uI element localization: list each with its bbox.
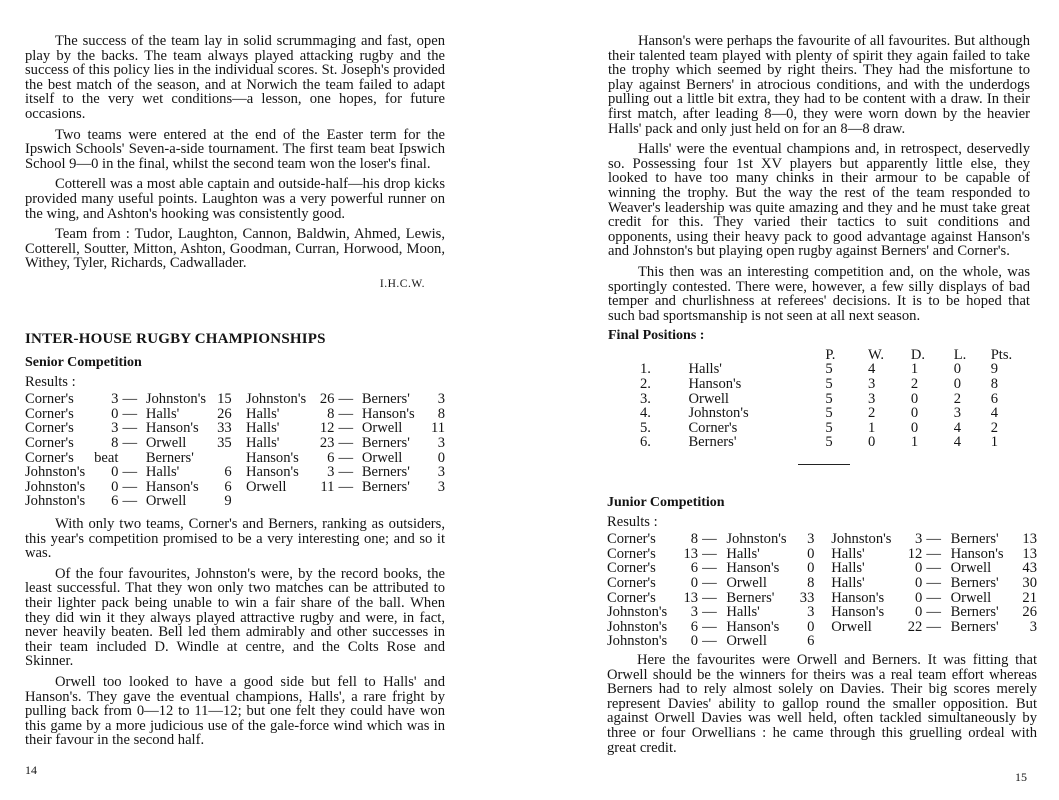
results-label: Results : bbox=[607, 513, 658, 530]
result-home: Johnston's bbox=[25, 464, 86, 481]
result-home: Halls' bbox=[831, 574, 865, 591]
result-as: 30 bbox=[1022, 574, 1037, 591]
result-as: 3 bbox=[807, 531, 815, 548]
results-label: Results : bbox=[25, 373, 76, 390]
result-dash: — bbox=[702, 589, 717, 606]
result-dash: — bbox=[122, 391, 138, 408]
junior-competition-heading: Junior Competition bbox=[607, 495, 725, 510]
result-away: Halls' bbox=[145, 405, 180, 422]
result-dash: — bbox=[926, 618, 941, 635]
result-as: 3 bbox=[1029, 618, 1037, 635]
result-hs: 0 bbox=[111, 464, 119, 481]
result-hs: 8 bbox=[111, 435, 119, 452]
result-hs: 0 bbox=[690, 574, 699, 591]
result-hs bbox=[315, 494, 334, 509]
result-row bbox=[607, 561, 1037, 576]
result-away: Orwell bbox=[145, 435, 187, 452]
result-away: Berners' bbox=[950, 604, 999, 621]
result-row bbox=[607, 591, 1037, 606]
standings-row bbox=[640, 435, 1030, 450]
result-hs: 0 bbox=[690, 633, 699, 650]
result-dash: — bbox=[702, 560, 717, 577]
result-as bbox=[1017, 634, 1037, 649]
senior-results-table bbox=[25, 392, 445, 509]
standings-cell: 5 bbox=[825, 405, 833, 422]
paragraph: Two teams were entered at the end of the Easter term for the Ipswich Schools' Seven-a-side tournament. The first team beat Ipswich School 9—0 in the final, whilst the second team won the loser's final. bbox=[25, 126, 445, 172]
result-hs: 3 bbox=[111, 420, 119, 437]
standings-cell: Corner's bbox=[688, 419, 738, 436]
result-as: 9 bbox=[224, 493, 232, 510]
standings-cell: 4 bbox=[867, 361, 876, 378]
result-dash: — bbox=[926, 560, 941, 577]
paragraph: Here the favourites were Orwell and Berners. It was fitting that Orwell should be the winners for theirs was a real team effort whereas Berners had to rely almost solely on Davies. Their big scores merely represent Davies' ability to gallop round the smaller opposition. But against Orwell Davies was well held, often tackled simultaneously by three or four Orwellians : he came through this gruelling ordeal with great credit. bbox=[607, 651, 1037, 756]
result-as: 8 bbox=[807, 574, 815, 591]
result-dash bbox=[118, 451, 145, 466]
result-dash: — bbox=[702, 545, 717, 562]
result-as: 6 bbox=[224, 478, 232, 495]
column-header: Pts. bbox=[990, 346, 1013, 363]
standings-cell: Halls' bbox=[688, 361, 722, 378]
result-row bbox=[607, 547, 1037, 562]
result-home: Johnston's bbox=[831, 531, 892, 548]
standings-cell: 4 bbox=[990, 405, 998, 422]
standings-cell: 5. bbox=[640, 419, 651, 436]
result-hs: 3 bbox=[327, 464, 335, 481]
result-row bbox=[25, 451, 445, 466]
result-as: 6 bbox=[224, 464, 232, 481]
result-as: 8 bbox=[437, 405, 445, 422]
result-hs: 3 bbox=[915, 531, 923, 548]
result-as: 3 bbox=[437, 435, 445, 452]
result-away: Hanson's bbox=[726, 618, 780, 635]
result-dash: — bbox=[338, 405, 354, 422]
result-home: Hanson's bbox=[245, 449, 299, 466]
result-hs: beat bbox=[94, 449, 119, 466]
standings-cell: 0 bbox=[867, 434, 876, 451]
result-home: Corner's bbox=[607, 531, 656, 548]
paragraph: Team from : Tudor, Laughton, Cannon, Baldwin, Ahmed, Lewis, Cotterell, Soutter, Mitton, Ashton, Goodman, Curran, Horwood, Moon, Withey, Tyler, Richards, Cadwallader. bbox=[25, 226, 445, 272]
result-as: 15 bbox=[217, 391, 232, 408]
result-hs: 0 bbox=[915, 574, 923, 591]
result-home: Corner's bbox=[25, 449, 74, 466]
standings-cell: 9 bbox=[990, 361, 998, 378]
result-hs: 23 bbox=[319, 435, 335, 452]
result-dash: — bbox=[702, 618, 717, 635]
result-home: Halls' bbox=[245, 420, 280, 437]
result-dash bbox=[334, 494, 361, 509]
result-away: Hanson's bbox=[145, 420, 199, 437]
result-as bbox=[212, 451, 231, 466]
result-away: Orwell bbox=[726, 574, 767, 591]
result-dash: — bbox=[122, 405, 138, 422]
standings-cell: 2 bbox=[910, 376, 919, 393]
standings-cell: Orwell bbox=[688, 390, 729, 407]
result-as: 3 bbox=[437, 464, 445, 481]
result-away: Halls' bbox=[145, 464, 180, 481]
result-home: Corner's bbox=[25, 391, 74, 408]
result-as: 33 bbox=[799, 589, 815, 606]
standings-cell: 2 bbox=[990, 419, 998, 436]
result-away: Orwell bbox=[950, 589, 992, 606]
standings-cell: 3 bbox=[867, 390, 876, 407]
result-dash: — bbox=[338, 420, 354, 437]
result-away: Johnston's bbox=[726, 531, 787, 548]
standings-cell: 0 bbox=[953, 361, 961, 378]
result-hs: 0 bbox=[111, 405, 119, 422]
standings-cell: 5 bbox=[825, 434, 833, 451]
final-positions-table bbox=[640, 348, 1030, 450]
result-row bbox=[25, 494, 445, 509]
result-hs: 8 bbox=[327, 405, 335, 422]
standings-cell: 0 bbox=[910, 390, 919, 407]
result-home: Johnston's bbox=[25, 478, 86, 495]
result-as: 0 bbox=[807, 618, 815, 635]
result-away: Berners' bbox=[361, 478, 410, 495]
result-row bbox=[607, 634, 1037, 649]
paragraph: The success of the team lay in solid scrummaging and fast, open play by the backs. The team always played attacking rugby and the success of this policy lies in the individual scores. St. Joseph's provided the best match of the season, and at Norwich the team failed to adapt itself to the very wet conditions—a lesson, one hopes, for future occasions. bbox=[25, 33, 445, 122]
result-home: Corner's bbox=[607, 574, 656, 591]
column-header: W. bbox=[867, 346, 885, 363]
standings-cell: 5 bbox=[825, 376, 833, 393]
standings-cell: 3 bbox=[953, 405, 961, 422]
result-row bbox=[25, 465, 445, 480]
result-dash: — bbox=[926, 589, 941, 606]
result-as: 13 bbox=[1022, 531, 1037, 548]
column-header: D. bbox=[910, 346, 926, 363]
result-away: Berners' bbox=[361, 391, 410, 408]
column-header bbox=[640, 348, 688, 363]
result-hs: 3 bbox=[111, 391, 119, 408]
result-as: 0 bbox=[807, 545, 815, 562]
result-as: 3 bbox=[807, 604, 815, 621]
standings-cell: 3 bbox=[867, 376, 876, 393]
result-hs: 3 bbox=[690, 604, 699, 621]
section-title: INTER-HOUSE RUGBY CHAMPIONSHIPS bbox=[25, 330, 326, 347]
result-home: Hanson's bbox=[245, 464, 299, 481]
page-number: 14 bbox=[25, 763, 37, 777]
result-home: Halls' bbox=[245, 435, 280, 452]
result-as: 11 bbox=[430, 420, 445, 437]
result-away: Berners' bbox=[950, 574, 999, 591]
standings-cell: Johnston's bbox=[688, 405, 749, 422]
standings-row bbox=[640, 392, 1030, 407]
result-as: 0 bbox=[437, 449, 445, 466]
standings-cell: 1 bbox=[990, 434, 998, 451]
result-hs: 6 bbox=[690, 560, 699, 577]
result-hs: 0 bbox=[915, 589, 923, 606]
result-home: Orwell bbox=[831, 618, 872, 635]
result-as: 26 bbox=[1022, 604, 1037, 621]
result-row bbox=[607, 620, 1037, 635]
result-home: Johnston's bbox=[607, 604, 668, 621]
result-hs: 0 bbox=[915, 604, 923, 621]
result-as: 26 bbox=[217, 405, 232, 422]
result-away: Berners' bbox=[361, 435, 410, 452]
result-dash: — bbox=[338, 449, 354, 466]
result-home: Halls' bbox=[245, 405, 280, 422]
standings-cell: 1 bbox=[910, 361, 919, 378]
paragraph: Orwell too looked to have a good side but fell to Halls' and Hanson's. They gave the eventual champions, Halls', a rare fright by pulling back from 0—12 to 11—12; but one felt they could have won this game by a more judicious use of the gale-force wind which was in their favour in the second half. bbox=[25, 673, 445, 749]
left-column bbox=[25, 34, 445, 754]
result-as: 35 bbox=[217, 435, 232, 452]
result-hs bbox=[902, 634, 922, 649]
result-hs: 8 bbox=[690, 531, 699, 548]
result-away: Hanson's bbox=[361, 405, 415, 422]
result-away: Berners' bbox=[950, 618, 999, 635]
standings-cell: Hanson's bbox=[688, 376, 742, 393]
result-dash: — bbox=[702, 531, 717, 548]
standings-cell: 8 bbox=[990, 376, 998, 393]
result-row bbox=[25, 407, 445, 422]
paragraph: This then was an interesting competition and, on the whole, was sportingly contested. There were, however, a few silly displays of bad temper and churlishness at referees' decisions. It is to be hoped that such bad sportsmanship is not seen at all next season. bbox=[608, 263, 1030, 324]
standings-row bbox=[640, 406, 1030, 421]
result-as: 0 bbox=[807, 560, 815, 577]
result-dash: — bbox=[338, 464, 354, 481]
paragraph: Hanson's were perhaps the favourite of all favourites. But although their talented team played with plenty of spirit they again failed to take the trophy which seemed by right theirs. They had the misfortune to play against Berners' in atrocious conditions, and with the underdogs pulling out a little bit extra, they had to be content with a draw. In their first match, after leading 8—0, they were worn down by the heavier Halls' pack and only just held on for an 8—8 draw. bbox=[608, 33, 1030, 137]
result-away: Berners' bbox=[361, 464, 410, 481]
result-dash: — bbox=[122, 464, 138, 481]
junior-competition bbox=[607, 496, 1037, 761]
result-away: Orwell bbox=[145, 493, 187, 510]
result-away: Orwell bbox=[950, 560, 992, 577]
standings-cell: 5 bbox=[825, 419, 833, 436]
result-dash: — bbox=[702, 633, 717, 650]
result-dash: — bbox=[702, 604, 717, 621]
result-dash: — bbox=[926, 604, 941, 621]
result-away: Johnston's bbox=[145, 391, 207, 408]
result-away: Hanson's bbox=[726, 560, 780, 577]
result-dash bbox=[922, 634, 950, 649]
result-home: Halls' bbox=[831, 560, 865, 577]
final-positions-heading: Final Positions : bbox=[608, 328, 705, 344]
result-dash: — bbox=[338, 478, 354, 495]
result-away: Halls' bbox=[726, 604, 760, 621]
result-hs: 6 bbox=[327, 449, 335, 466]
result-home: Hanson's bbox=[831, 604, 885, 621]
result-dash: — bbox=[122, 420, 138, 437]
result-dash: — bbox=[122, 478, 138, 495]
result-as: 33 bbox=[217, 420, 232, 437]
result-as: 43 bbox=[1022, 560, 1037, 577]
result-home bbox=[831, 634, 902, 649]
result-hs: 0 bbox=[111, 478, 119, 495]
result-home: Corner's bbox=[25, 420, 74, 437]
result-home: Johnston's bbox=[607, 633, 668, 650]
result-home: Halls' bbox=[831, 545, 865, 562]
result-home: Corner's bbox=[25, 435, 74, 452]
result-dash: — bbox=[926, 531, 941, 548]
result-as: 3 bbox=[437, 391, 445, 408]
standings-cell: 5 bbox=[825, 361, 833, 378]
result-hs: 12 bbox=[907, 545, 923, 562]
result-hs: 6 bbox=[111, 493, 119, 510]
author-signature: I.H.C.W. bbox=[379, 277, 425, 290]
standings-cell: 0 bbox=[953, 376, 961, 393]
standings-cell: 0 bbox=[910, 419, 919, 436]
result-hs: 0 bbox=[915, 560, 923, 577]
result-row bbox=[607, 605, 1037, 620]
junior-results-table bbox=[607, 532, 1037, 649]
standings-row bbox=[640, 377, 1030, 392]
result-row bbox=[25, 436, 445, 451]
result-as bbox=[426, 494, 445, 509]
standings-cell: Berners' bbox=[688, 434, 737, 451]
result-row bbox=[25, 421, 445, 436]
result-hs: 13 bbox=[683, 589, 699, 606]
result-dash: — bbox=[926, 545, 941, 562]
result-row bbox=[25, 392, 445, 407]
column-header: P. bbox=[825, 346, 836, 363]
result-home: Orwell bbox=[245, 478, 287, 495]
standings-cell: 4 bbox=[953, 434, 961, 451]
page-number: 15 bbox=[1015, 770, 1027, 784]
result-dash: — bbox=[926, 574, 941, 591]
result-hs: 6 bbox=[690, 618, 699, 635]
divider bbox=[798, 464, 850, 465]
standings-row bbox=[640, 421, 1030, 436]
result-away: Orwell bbox=[361, 420, 403, 437]
column-header bbox=[688, 348, 825, 363]
result-away: Berners' bbox=[950, 531, 999, 548]
result-away: Halls' bbox=[726, 545, 760, 562]
standings-cell: 0 bbox=[910, 405, 919, 422]
standings-cell: 4 bbox=[953, 419, 961, 436]
result-hs: 13 bbox=[683, 545, 699, 562]
paragraph: Of the four favourites, Johnston's were, by the record books, the least successful. That they won only two matches can be attributed to their lighter pack being unable to win a fair share of the ball. When they did win it they always played attractive rugby and were, in fact, never heavily beaten. Bell led them admirably and other successes in their team included D. Windle at centre, and the Colts Rose and Skinner. bbox=[25, 565, 445, 670]
standings-header-row bbox=[640, 348, 1030, 363]
result-hs: 12 bbox=[319, 420, 335, 437]
right-column bbox=[608, 34, 1030, 479]
result-dash: — bbox=[338, 391, 354, 408]
standings-cell: 1 bbox=[867, 419, 876, 436]
result-home: Corner's bbox=[607, 560, 656, 577]
result-away: Hanson's bbox=[950, 545, 1004, 562]
result-away bbox=[362, 494, 426, 509]
standings-cell: 6. bbox=[640, 434, 651, 451]
result-as: 3 bbox=[437, 478, 445, 495]
standings-cell: 3. bbox=[640, 390, 651, 407]
result-home bbox=[246, 494, 315, 509]
standings-cell: 5 bbox=[825, 390, 833, 407]
result-row bbox=[25, 480, 445, 495]
result-as: 6 bbox=[807, 633, 815, 650]
standings-cell: 1. bbox=[640, 361, 651, 378]
result-home: Johnston's bbox=[25, 493, 86, 510]
result-home: Corner's bbox=[607, 589, 656, 606]
result-hs: 11 bbox=[320, 478, 335, 495]
result-dash: — bbox=[122, 493, 138, 510]
result-as: 21 bbox=[1022, 589, 1037, 606]
result-away: Berners' bbox=[726, 589, 775, 606]
result-hs: 22 bbox=[907, 618, 923, 635]
standings-row bbox=[640, 362, 1030, 377]
result-home: Corner's bbox=[607, 545, 656, 562]
senior-competition-heading: Senior Competition bbox=[25, 355, 142, 371]
result-away: Hanson's bbox=[145, 478, 199, 495]
result-away: Orwell bbox=[726, 633, 767, 650]
result-away: Orwell bbox=[361, 449, 403, 466]
result-row bbox=[607, 532, 1037, 547]
result-home: Johnston's bbox=[607, 618, 668, 635]
standings-cell: 2 bbox=[867, 405, 876, 422]
result-hs: 26 bbox=[319, 391, 335, 408]
standings-cell: 2. bbox=[640, 376, 651, 393]
paragraph: Halls' were the eventual champions and, in retrospect, deservedly so. Possessing four 1st XV players but apparently little else, they looked to have too many chinks in their armour to be capable of winning the trophy. But the way the rest of the team responded to Weaver's leadership was quite amazing and they and he must take great credit for this. They varied their tactics to suit conditions and opponents, using their heavy pack to good advantage against Hanson's and Johnston's but playing open rugby against Berners' and Corner's. bbox=[608, 141, 1030, 260]
result-home: Corner's bbox=[25, 405, 74, 422]
standings-cell: 1 bbox=[910, 434, 919, 451]
standings-cell: 4. bbox=[640, 405, 651, 422]
result-as: 13 bbox=[1022, 545, 1037, 562]
result-home: Johnston's bbox=[245, 391, 307, 408]
result-away bbox=[951, 634, 1017, 649]
column-header: L. bbox=[953, 346, 967, 363]
result-away: Berners' bbox=[145, 449, 194, 466]
result-row bbox=[607, 576, 1037, 591]
result-dash: — bbox=[702, 574, 717, 591]
result-dash: — bbox=[338, 435, 354, 452]
result-home: Hanson's bbox=[831, 589, 885, 606]
paragraph: Cotterell was a most able captain and outside-half—his drop kicks provided many useful points. Laughton was a very powerful runner on the wing, and Ashton's hooking was consistently good. bbox=[25, 176, 445, 222]
standings-cell: 2 bbox=[953, 390, 961, 407]
paragraph: With only two teams, Corner's and Berners, ranking as outsiders, this year's competition promised to be a very interesting one; and so it was. bbox=[25, 516, 445, 562]
result-dash: — bbox=[122, 435, 138, 452]
standings-cell: 6 bbox=[990, 390, 998, 407]
